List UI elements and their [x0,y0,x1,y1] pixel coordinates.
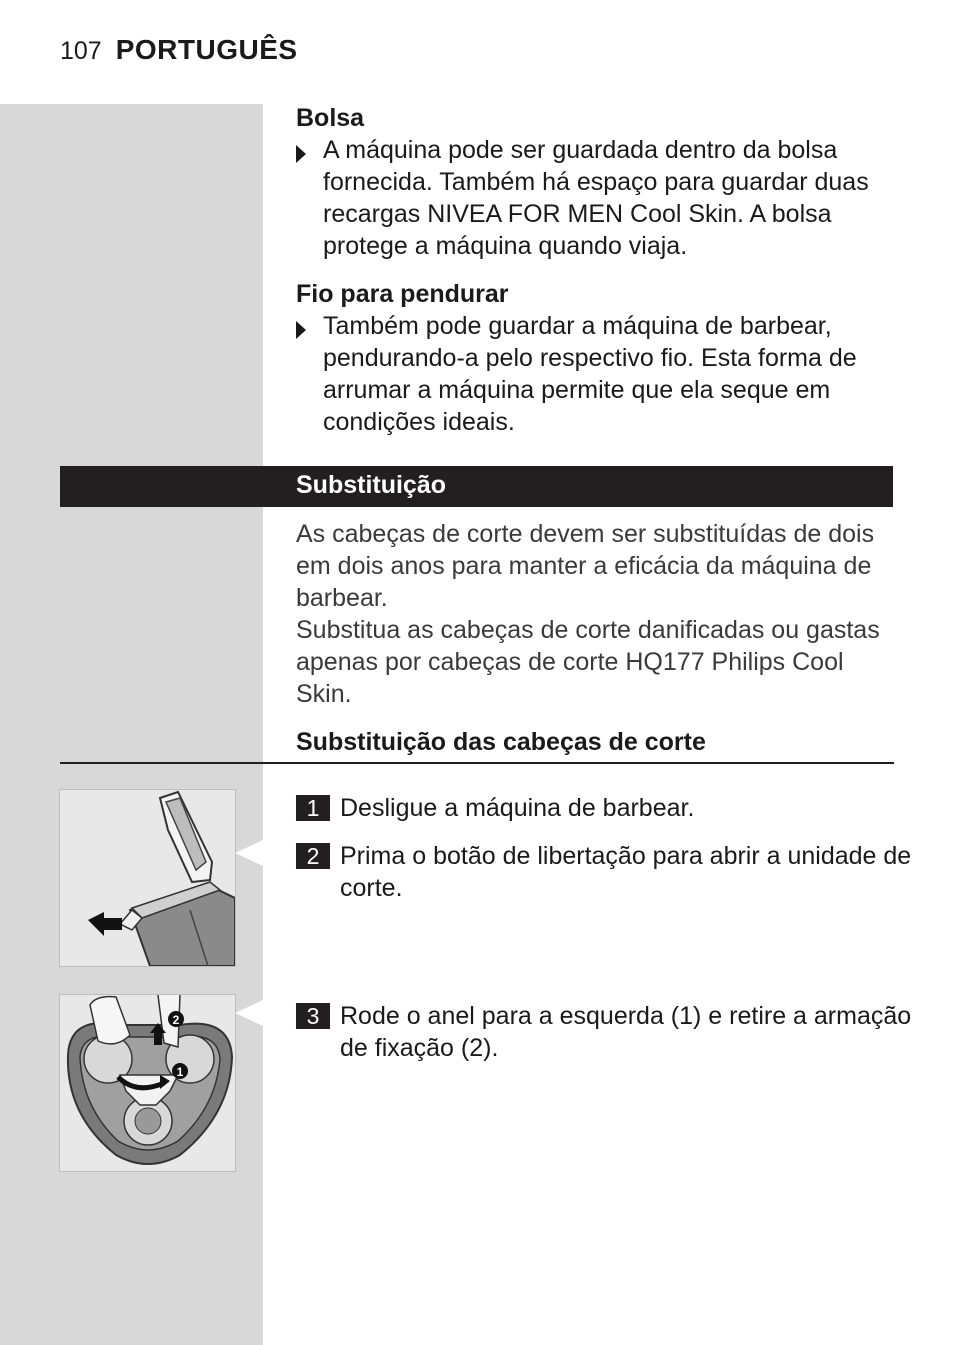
subtitle-rule [60,762,894,764]
page-header [60,34,298,74]
label-2-text: 2 [172,1013,180,1027]
intro-paragraph-1: As cabeças de corte devem ser substituídas de dois em dois anos para manter a eficácia da máquina de barbear. [296,520,875,612]
page-number: 107 [60,37,102,65]
bolsa-text: A máquina pode ser guardada dentro da bolsa fornecida. Também há espaço para guardar duas recargas NIVEA FOR MEN Cool Skin. A bolsa protege a máquina quando viaja. [323,136,869,260]
fio-text: Também pode guardar a máquina de barbear, pendurando-a pelo respectivo fio. Esta forma de arrumar a máquina permite que ela seque em condições ideais. [323,312,857,436]
step-3 [296,1000,920,1064]
figure-pointer [235,840,263,866]
figure-pointer [235,1000,263,1026]
storage-section [296,102,896,438]
step-text: Desligue a máquina de barbear. [340,794,695,822]
language-title: PORTUGUÊS [115,34,298,65]
step-text: Rode o anel para a esquerda (1) e retire a armação de fixação (2). [340,1002,912,1062]
step-text: Prima o botão de libertação para abrir a unidade de corte. [340,842,912,902]
section-banner [60,466,893,507]
replacement-intro [296,518,896,758]
bullet-icon [296,145,306,163]
shaver-open-illustration [60,790,235,966]
fio-bullet [296,310,896,438]
fio-heading: Fio para pendurar [296,280,509,308]
intro-paragraph-2: Substitua as cabeças de corte danificadas ou gastas apenas por cabeças de corte HQ177 Philips Cool Skin. [296,616,880,708]
replacement-subtitle: Substituição das cabeças de corte [296,728,706,756]
step-number: 3 [296,1003,330,1029]
step-number: 1 [296,795,330,821]
figure-cutting-unit [59,994,236,1172]
figure-open-shaver [59,789,236,967]
cutting-unit-illustration [60,995,235,1171]
bolsa-bullet [296,134,896,262]
bullet-icon [296,321,306,339]
section-title: Substituição [296,471,447,499]
label-1-text: 1 [176,1065,184,1079]
step-2 [296,840,920,904]
step-1 [296,792,920,824]
bolsa-heading: Bolsa [296,104,365,132]
step-number: 2 [296,843,330,869]
